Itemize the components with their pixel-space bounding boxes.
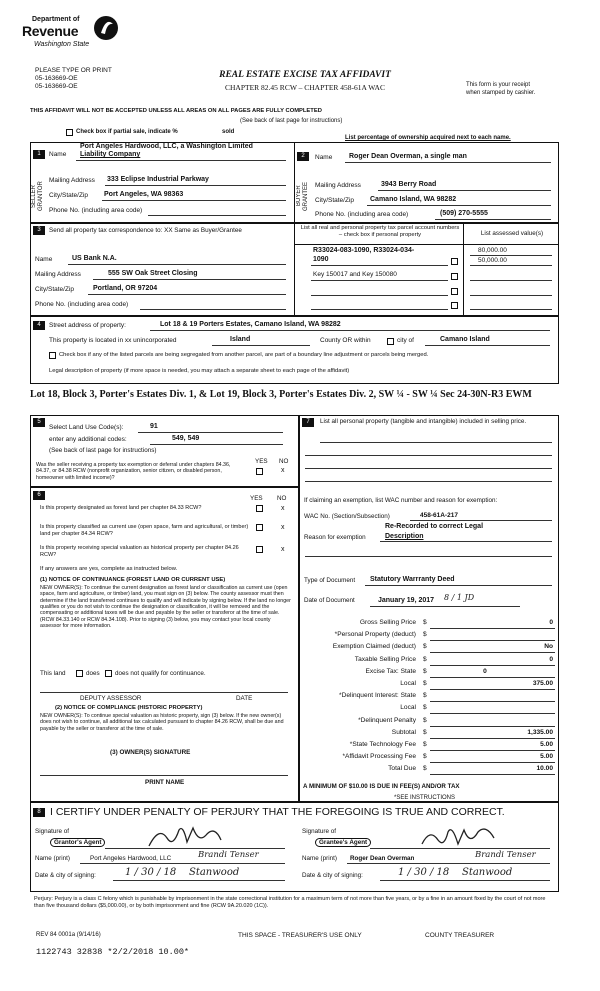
exemption-claimed-value: No xyxy=(544,643,553,651)
exemption-claimed-dollar: $ xyxy=(423,643,427,651)
city-of-checkbox[interactable] xyxy=(387,338,394,345)
grantor-signature xyxy=(145,822,225,850)
partial-sale-checkbox[interactable] xyxy=(66,129,73,136)
if-yes-note: If any answers are yes, complete as instructed below. xyxy=(40,566,178,572)
buyer-address: 3943 Berry Road xyxy=(381,181,437,188)
tax-address: 555 SW Oak Street Closing xyxy=(108,270,198,277)
located-label: This property is located in xx unincorporated xyxy=(49,337,177,344)
parcel-numbers-line2: 1090 xyxy=(313,256,329,263)
tax-correspondence-label: Send all property tax correspondence to: XX Same as Buyer/Grantee xyxy=(49,227,242,234)
section6-no: NO xyxy=(277,495,287,502)
tax-phone-label: Phone No. (including area code) xyxy=(35,301,129,308)
forest-yes-checkbox[interactable] xyxy=(256,505,263,512)
parcel-keys: Key 150017 and Key 150080 xyxy=(313,271,397,278)
seller-name-label: Name xyxy=(49,151,67,158)
deputy-date-label: DATE xyxy=(236,695,253,702)
delinquent-interest-local-dollar: $ xyxy=(423,704,427,712)
city-of-label: city of xyxy=(397,337,414,344)
tax-city: Portland, OR 97204 xyxy=(93,285,158,292)
reason-label: Reason for exemption xyxy=(304,534,366,541)
grantee-name-handwritten: Brandi Tenser xyxy=(475,850,536,860)
reason-line1: Re-Recorded to correct Legal xyxy=(385,523,484,530)
affidavit-processing-fee-value: 5.00 xyxy=(540,753,553,761)
delinquent-penalty-dollar: $ xyxy=(423,716,427,724)
exemption-claim-label: If claiming an exemption, list WAC number and reason for exemption: xyxy=(304,497,498,504)
grantor-name: Port Angeles Hardwood, LLC xyxy=(90,855,172,862)
excise-tax-state-dollar: $ xyxy=(423,667,427,675)
total-due-value: 10.00 xyxy=(536,765,553,773)
doc-type: Statutory Warrranty Deed xyxy=(370,576,455,583)
gross-selling-price-dollar: $ xyxy=(423,619,427,626)
land-use-label: Select Land Use Code(s): xyxy=(49,424,124,431)
does-not-checkbox[interactable] xyxy=(105,670,112,677)
wac-label: WAC No. (Section/Subsection) xyxy=(304,513,390,520)
section-7-badge: 7 xyxy=(302,418,314,427)
additional-codes: 549, 549 xyxy=(172,435,200,442)
section-5-badge: 5 xyxy=(33,418,45,427)
notice2-body: NEW OWNER(S): To continue special valuation as historic property, sign (3) below. If the new owner(s) does not wish to continue, all additional tax calculated pursuant to chapter 84.26 RCW, shall be due and payable by the seller or transferor at the time of sale. xyxy=(40,713,284,732)
ownership-pct-note: List percentage of ownership acquired next to each name. xyxy=(345,135,511,141)
delinquent-penalty-label: *Delinquent Penalty xyxy=(358,716,416,724)
seller-address-label: Mailing Address xyxy=(49,177,95,184)
assessed-header: List assessed value(s) xyxy=(480,230,544,237)
receipt-note-2: when stamped by cashier. xyxy=(466,90,536,96)
buyer-name: Roger Dean Overman, a single man xyxy=(349,153,467,160)
dept-line2: Revenue xyxy=(22,23,79,39)
parcel-personal-checkbox-1[interactable] xyxy=(451,258,458,265)
sold-label: sold xyxy=(222,129,235,135)
form-number: REV 84 0001a (9/14/16) xyxy=(36,932,101,938)
dor-logo xyxy=(22,13,127,53)
historic-question: Is this property receiving special valuation as historical property per chapter 84.26 RCW? xyxy=(40,545,239,558)
wac-number: 458-61A-217 xyxy=(420,512,458,519)
seller-name-line2: Liability Company xyxy=(80,151,141,158)
exemption-question: Was the seller receiving a property tax exemption or deferral under chapters 84.36, 84.37, or 84.38 RCW (nonprofit organization, senior citizen, or disabled person, homeowner with limited income)? xyxy=(36,462,231,481)
section-1-badge: 1 xyxy=(33,150,45,159)
section6-yes: YES xyxy=(250,495,263,502)
minimum-fee-note: A MINIMUM OF $10.00 IS DUE IN FEE(S) AND/OR TAX xyxy=(303,783,460,790)
grantor-name-label: Name (print) xyxy=(35,855,70,862)
doc-date-label: Date of Document xyxy=(304,597,355,604)
grantor-date-handwritten: 1 / 30 / 18 Stanwood xyxy=(125,867,240,878)
section-8-badge: 8 xyxy=(33,808,45,817)
legal-note: Legal description of property (if more space is needed, you may attach a separate sheet to each page of the affidavit) xyxy=(49,368,350,374)
grantee-agent-label[interactable]: Grantee's Agent xyxy=(315,838,371,847)
does-label: does xyxy=(86,670,100,677)
parcel-numbers-line1: R33024-083-1090, R33024-034- xyxy=(313,247,415,254)
excise-tax-local-dollar: $ xyxy=(423,680,427,687)
excise-tax-local-label: Local xyxy=(400,680,416,687)
grantee-sig-label: Signature of xyxy=(302,828,336,835)
grantor-sig-label: Signature of xyxy=(35,828,69,835)
located-county: Island xyxy=(230,336,251,343)
seller-phone-label: Phone No. (including area code) xyxy=(49,207,143,214)
grantor-agent-label[interactable]: Grantor's Agent xyxy=(50,838,105,847)
buyer-side-label: BUYER GRANTEE xyxy=(296,181,309,211)
grantor-date-label: Date & city of signing: xyxy=(35,872,96,879)
section5-yes: YES xyxy=(255,458,268,465)
delinquent-interest-local-label: Local xyxy=(400,704,416,712)
personal-property-label: List all personal property (tangible and intangible) included in selling price. xyxy=(320,418,527,425)
land-use-code: 91 xyxy=(150,423,158,430)
legal-description: Lot 18, Block 3, Porter's Estates Div. 1, & Lot 19, Block 3, Porter's Estates Div. 2, SW ¼ - SW ¼ Sec 24-30N-R3 EWM xyxy=(30,389,532,400)
partial-sale-label: Check box if partial sale, indicate % xyxy=(76,129,178,135)
grantor-name-handwritten: Brandi Tenser xyxy=(198,850,259,860)
notice1-body: NEW OWNER(S): To continue the current designation as forest land or classification as current use (open space, farm and agriculture, or timber) land, you must sign on (3) below. The county assessor must then determine if the land transferred continues to qualify and will indicate by signing below. If the land no longer qualifies or you do not wish to continue the designation or classification, it will be removed and the compensating or additional taxes will be due and payable by the seller or transferor at the time of sale. (RCW 84.33.140 or RCW 84.34.108). Prior to signing (3) below, you may contact your local county assessor for more information. xyxy=(40,585,291,630)
certify-statement: I CERTIFY UNDER PENALTY OF PERJURY THAT THE FOREGOING IS TRUE AND CORRECT. xyxy=(50,806,505,818)
ref-number-1: 05-163669-OE xyxy=(35,75,78,82)
segregate-note: Check box if any of the listed parcels are being segregated from another parcel, are part of a boundary line adjustment or parcels being merged. xyxy=(59,352,429,358)
historic-no-mark: x xyxy=(281,546,285,553)
form-title: REAL ESTATE EXCISE TAX AFFIDAVIT xyxy=(219,70,391,80)
parcel-personal-checkbox-4[interactable] xyxy=(451,302,458,309)
doc-date: January 19, 2017 xyxy=(378,597,435,604)
dor-logo-mark xyxy=(92,13,120,43)
total-due-label: Total Due xyxy=(388,765,416,773)
subtotal-dollar: $ xyxy=(423,728,427,736)
dept-line3: Washington State xyxy=(34,41,90,48)
buyer-phone: (509) 270-5555 xyxy=(440,210,488,217)
buyer-city: Camano Island, WA 98282 xyxy=(370,196,457,203)
dept-line1: Department of xyxy=(32,16,80,23)
property-street: Lot 18 & 19 Porters Estates, Camano Island, WA 98282 xyxy=(160,321,341,328)
buyer-phone-label: Phone No. (including area code) xyxy=(315,211,409,218)
parcels-header: List all real and personal property tax parcel account numbers – check box if personal property xyxy=(300,225,460,238)
receipt-note-1: This form is your receipt xyxy=(466,82,531,88)
seller-city-label: City/State/Zip xyxy=(49,192,89,199)
notice1-title: (1) NOTICE OF CONTINUANCE (FOREST LAND OR CURRENT USE) xyxy=(40,577,226,583)
current-use-yes-checkbox[interactable] xyxy=(256,524,263,531)
exemption-claimed-label: Exemption Claimed (deduct) xyxy=(332,643,416,651)
see-back-instructions: (See back of last page for instructions) xyxy=(240,118,343,124)
seller-city: Port Angeles, WA 98363 xyxy=(104,191,184,198)
deputy-assessor-label: DEPUTY ASSESSOR xyxy=(80,695,142,702)
section-2-badge: 2 xyxy=(297,152,309,161)
excise-tax-local-value: 375.00 xyxy=(532,680,553,687)
does-not-label: does not qualify for continuance. xyxy=(115,670,206,677)
assessed-value-2: 50,000.00 xyxy=(478,257,507,264)
grantee-signature xyxy=(418,822,498,850)
gross-selling-price-value: 0 xyxy=(549,619,553,626)
exemption-yes-checkbox[interactable] xyxy=(256,468,263,475)
tax-city-label: City/State/Zip xyxy=(35,286,75,293)
personal-property-dollar: $ xyxy=(423,631,427,639)
this-land-label: This land xyxy=(40,670,66,677)
historic-yes-checkbox[interactable] xyxy=(256,546,263,553)
grantee-date-label: Date & city of signing: xyxy=(302,872,363,879)
recording-stamp: 1122743 32838 *2/2/2018 10.00* xyxy=(36,947,190,957)
state-technology-fee-label: *State Technology Fee xyxy=(349,741,416,748)
total-due-dollar: $ xyxy=(423,765,427,773)
grantee-name: Roger Dean Overman xyxy=(350,855,415,862)
forest-no-mark: x xyxy=(281,505,285,512)
additional-codes-label: enter any additional codes: xyxy=(49,436,127,443)
does-checkbox[interactable] xyxy=(76,670,83,677)
taxable-selling-price-dollar: $ xyxy=(423,655,427,663)
form-subtitle: CHAPTER 82.45 RCW – CHAPTER 458-61A WAC xyxy=(225,83,385,92)
taxable-selling-price-label: Taxable Selling Price xyxy=(354,655,416,663)
seller-name-line1: Port Angeles Hardwood, LLC, a Washington Limited xyxy=(80,143,253,150)
section-6-badge: 6 xyxy=(33,491,45,500)
segregate-checkbox[interactable] xyxy=(49,352,56,359)
buyer-city-label: City/State/Zip xyxy=(315,197,355,204)
state-technology-fee-dollar: $ xyxy=(423,741,427,748)
street-label: Street address of property: xyxy=(49,322,126,329)
section5-see-back: (See back of last page for instructions) xyxy=(49,447,157,454)
buyer-name-label: Name xyxy=(315,154,333,161)
city-value: Camano Island xyxy=(440,336,490,343)
see-instructions-note: *SEE INSTRUCTIONS xyxy=(394,795,456,801)
affidavit-processing-fee-dollar: $ xyxy=(423,753,427,761)
tax-name: US Bank N.A. xyxy=(72,255,117,262)
delinquent-interest-state-dollar: $ xyxy=(423,692,427,700)
treasurer-only-label: THIS SPACE - TREASURER'S USE ONLY xyxy=(238,932,362,939)
parcel-personal-checkbox-3[interactable] xyxy=(451,288,458,295)
section-3-badge: 3 xyxy=(33,226,45,235)
tax-address-label: Mailing Address xyxy=(35,271,81,278)
current-use-no-mark: x xyxy=(281,524,285,531)
reason-line2: Description xyxy=(385,533,424,540)
forest-question: Is this property designated as forest land per chapter 84.33 RCW? xyxy=(40,505,202,511)
tax-name-label: Name xyxy=(35,256,53,263)
buyer-address-label: Mailing Address xyxy=(315,182,361,189)
taxable-selling-price-value: 0 xyxy=(549,655,553,663)
delinquent-interest-state-label: *Delinquent Interest: State xyxy=(339,692,416,700)
print-name-label: PRINT NAME xyxy=(145,779,185,786)
doc-date-handwritten: 8 / 1 JD xyxy=(444,593,475,602)
county-or-within-label: County OR within xyxy=(320,337,371,344)
personal-property-label: *Personal Property (deduct) xyxy=(334,631,416,639)
excise-tax-state-label: Excise Tax: State xyxy=(365,667,416,675)
current-use-question: Is this property classified as current use (open space, farm and agricultural, or timber) land per chapter 84.34 RCW? xyxy=(40,524,249,537)
subtotal-label: Subtotal xyxy=(391,728,416,736)
grantee-date-handwritten: 1 / 30 / 18 Stanwood xyxy=(398,867,513,878)
subtotal-value: 1,335.00 xyxy=(527,728,553,736)
completion-warning: THIS AFFIDAVIT WILL NOT BE ACCEPTED UNLESS ALL AREAS ON ALL PAGES ARE FULLY COMPLETED xyxy=(30,108,322,114)
owner-sig-label: (3) OWNER(S) SIGNATURE xyxy=(110,749,191,756)
excise-tax-state-value: 0 xyxy=(483,667,487,675)
seller-side-label: SELLER GRANTOR xyxy=(31,181,44,211)
ref-number-2: 05-163669-OE xyxy=(35,83,78,90)
print-note: PLEASE TYPE OR PRINT xyxy=(35,67,112,74)
parcel-personal-checkbox-2[interactable] xyxy=(451,273,458,280)
gross-selling-price-label: Gross Selling Price xyxy=(359,619,416,626)
affidavit-processing-fee-label: *Affidavit Processing Fee xyxy=(342,753,416,761)
section5-no: NO xyxy=(279,458,289,465)
notice2-title: (2) NOTICE OF COMPLIANCE (HISTORIC PROPERTY) xyxy=(55,705,203,711)
grantee-name-label: Name (print) xyxy=(302,855,337,862)
section-4-badge: 4 xyxy=(33,321,45,330)
assessed-value-1: 80,000.00 xyxy=(478,247,507,254)
doc-type-label: Type of Document xyxy=(304,577,356,584)
county-treasurer-label: COUNTY TREASURER xyxy=(425,932,495,939)
perjury-notice: Perjury: Perjury is a class C felony which is punishable by imprisonment in the state correctional institution for a maximum term of not more than five years, or by a fine in an amount fixed by the court of not more than five thousand dollars ($5,000.00), or by both imprisonment and fine (RCW 9A.20.020 (1C)). xyxy=(34,896,546,909)
exemption-no-mark: x xyxy=(281,467,285,474)
state-technology-fee-value: 5.00 xyxy=(540,741,553,748)
seller-address: 333 Eclipse Industrial Parkway xyxy=(107,176,209,183)
